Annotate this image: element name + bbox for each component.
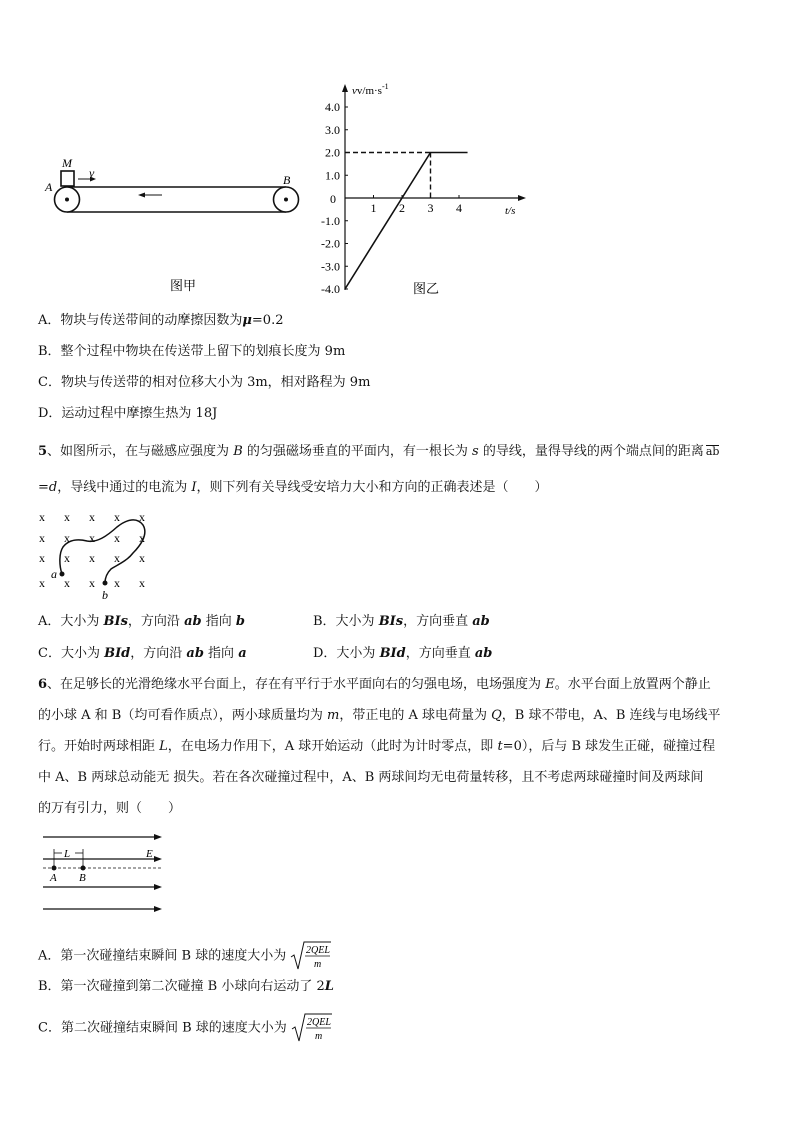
x-tick-label: 3	[427, 201, 434, 215]
field-x-mark: x	[89, 531, 95, 545]
x-axis-label: t/s	[505, 205, 516, 217]
q4-option-b[interactable]: B．整个过程中物块在传送带上留下的划痕长度为 9m	[38, 344, 346, 359]
field-x-mark: x	[64, 531, 70, 545]
y-tick-label: 2.0	[325, 145, 340, 160]
y-tick-label: 1.0	[325, 168, 340, 183]
origin-label: 0	[330, 192, 336, 206]
ball-A	[52, 866, 57, 871]
svg-text:m: m	[314, 1031, 323, 1042]
q6-stem-line3: 行。开始时两球相距 L，在电场力作用下，A 球开始运动（此时为计时零点，即 t=0），后与 B 球发生正碰，碰撞过程	[38, 739, 716, 754]
q5-stem-line1: 5、如图所示，在与磁感应强度为 B 的匀强磁场垂直的平面内，有一根长为 s 的导线，量得导线的两个端点间的距离 ab	[38, 444, 720, 459]
x-tick-label: 2	[399, 201, 405, 215]
point-a	[60, 572, 65, 577]
q5-option-b[interactable]: B．大小为 BIs，方向垂直 ab	[313, 614, 490, 629]
label-L: L	[64, 848, 71, 860]
q6-option-a[interactable]: A．第一次碰撞结束瞬间 B 球的速度大小为 2QEL m	[38, 940, 332, 972]
label-M: M	[62, 156, 72, 170]
q6-stem-line5: 的万有引力，则（ ）	[38, 801, 182, 816]
field-x-mark: x	[64, 510, 70, 524]
conveyor-figure	[38, 150, 308, 295]
field-x-mark: x	[89, 551, 95, 565]
field-x-mark: x	[39, 576, 45, 590]
q4-option-d[interactable]: D．运动过程中摩擦生热为 18J	[38, 406, 218, 421]
y-tick-label: -1.0	[321, 213, 340, 228]
q6-stem-line2: 的小球 A 和 B（均可看作质点），两小球质量均为 m，带正电的 A 球电荷量为 Q，B 球不带电，A、B 连线与电场线平	[38, 708, 721, 723]
label-ball-A: A	[50, 872, 57, 884]
sqrt-expression	[291, 1012, 333, 1044]
q5-option-a[interactable]: A．大小为 BIs，方向沿 ab 指向 b	[38, 614, 245, 629]
field-x-mark: x	[39, 531, 45, 545]
label-ball-B: B	[79, 872, 86, 884]
field-x-mark: x	[139, 576, 145, 590]
svg-text:m: m	[314, 959, 322, 970]
q6-stem-line1: 6、在足够长的光滑绝缘水平台面上，存在有平行于水平面向右的匀强电场，电场强度为 E。水平台面上放置两个静止	[38, 677, 711, 692]
field-x-mark: x	[114, 576, 120, 590]
q5-stem-line2: =d，导线中通过的电流为 I，则下列有关导线受安培力大小和方向的正确表述是（ ）	[38, 480, 548, 495]
q5-option-c[interactable]: C．大小为 BId，方向沿 ab 指向 a	[38, 646, 247, 661]
segment-ab: ab	[705, 445, 720, 458]
field-x-mark: x	[64, 576, 70, 590]
point-b	[103, 581, 108, 586]
y-tick-label: -3.0	[321, 259, 340, 274]
field-x-mark: x	[39, 510, 45, 524]
x-tick-label: 4	[456, 201, 462, 215]
field-x-mark: x	[64, 551, 70, 565]
sqrt-expression	[290, 940, 332, 972]
label-E: E	[146, 848, 153, 860]
field-x-mark: x	[139, 531, 145, 545]
q4-option-c[interactable]: C．物块与传送带的相对位移大小为 3m，相对路程为 9m	[38, 375, 371, 390]
label-A: A	[45, 180, 53, 194]
y-tick-label: -4.0	[321, 282, 340, 296]
q6-option-c[interactable]: C．第二次碰撞结束瞬间 B 球的速度大小为 2QEL m	[38, 1012, 333, 1044]
label-B: B	[283, 173, 291, 187]
field-x-mark: x	[114, 551, 120, 565]
caption-jia: 图甲	[170, 278, 197, 293]
svg-text:2QEL: 2QEL	[306, 1017, 331, 1028]
vt-graph	[300, 78, 540, 300]
field-x-mark: x	[114, 531, 120, 545]
caption-yi: 图乙	[413, 281, 440, 296]
field-x-mark: x	[89, 510, 95, 524]
y-axis-label: $vv/m\cdot s^{-1}$	[352, 82, 389, 97]
y-tick-label: -2.0	[321, 236, 340, 251]
y-tick-label: 3.0	[325, 122, 340, 137]
electric-field-figure	[38, 825, 173, 920]
q6-option-b[interactable]: B．第一次碰撞到第二次碰撞 B 小球向右运动了 2L	[38, 979, 334, 994]
label-b: b	[102, 588, 108, 602]
label-v: v	[89, 166, 95, 180]
field-x-mark: x	[39, 551, 45, 565]
magnetic-field-figure	[35, 503, 165, 603]
svg-text:2QEL: 2QEL	[306, 945, 331, 956]
field-x-mark: x	[139, 510, 145, 524]
field-x-mark: x	[114, 510, 120, 524]
y-tick-label: 4.0	[325, 100, 340, 114]
label-a: a	[51, 567, 57, 581]
q6-stem-line4: 中 A、B 两球总动能无 损失。若在各次碰撞过程中，A、B 两球间均无电荷量转移，且不考虑两球碰撞时间及两球间	[38, 770, 704, 785]
series-v	[345, 153, 468, 290]
q4-option-a[interactable]: A．物块与传送带间的动摩擦因数为μ=0.2	[38, 313, 284, 328]
wire	[60, 520, 145, 583]
field-x-mark: x	[139, 551, 145, 565]
field-x-mark: x	[89, 576, 95, 590]
x-tick-label: 1	[370, 201, 377, 215]
ball-B	[81, 866, 86, 871]
q5-option-d[interactable]: D．大小为 BId，方向垂直 ab	[313, 646, 493, 661]
block-M	[61, 171, 74, 186]
